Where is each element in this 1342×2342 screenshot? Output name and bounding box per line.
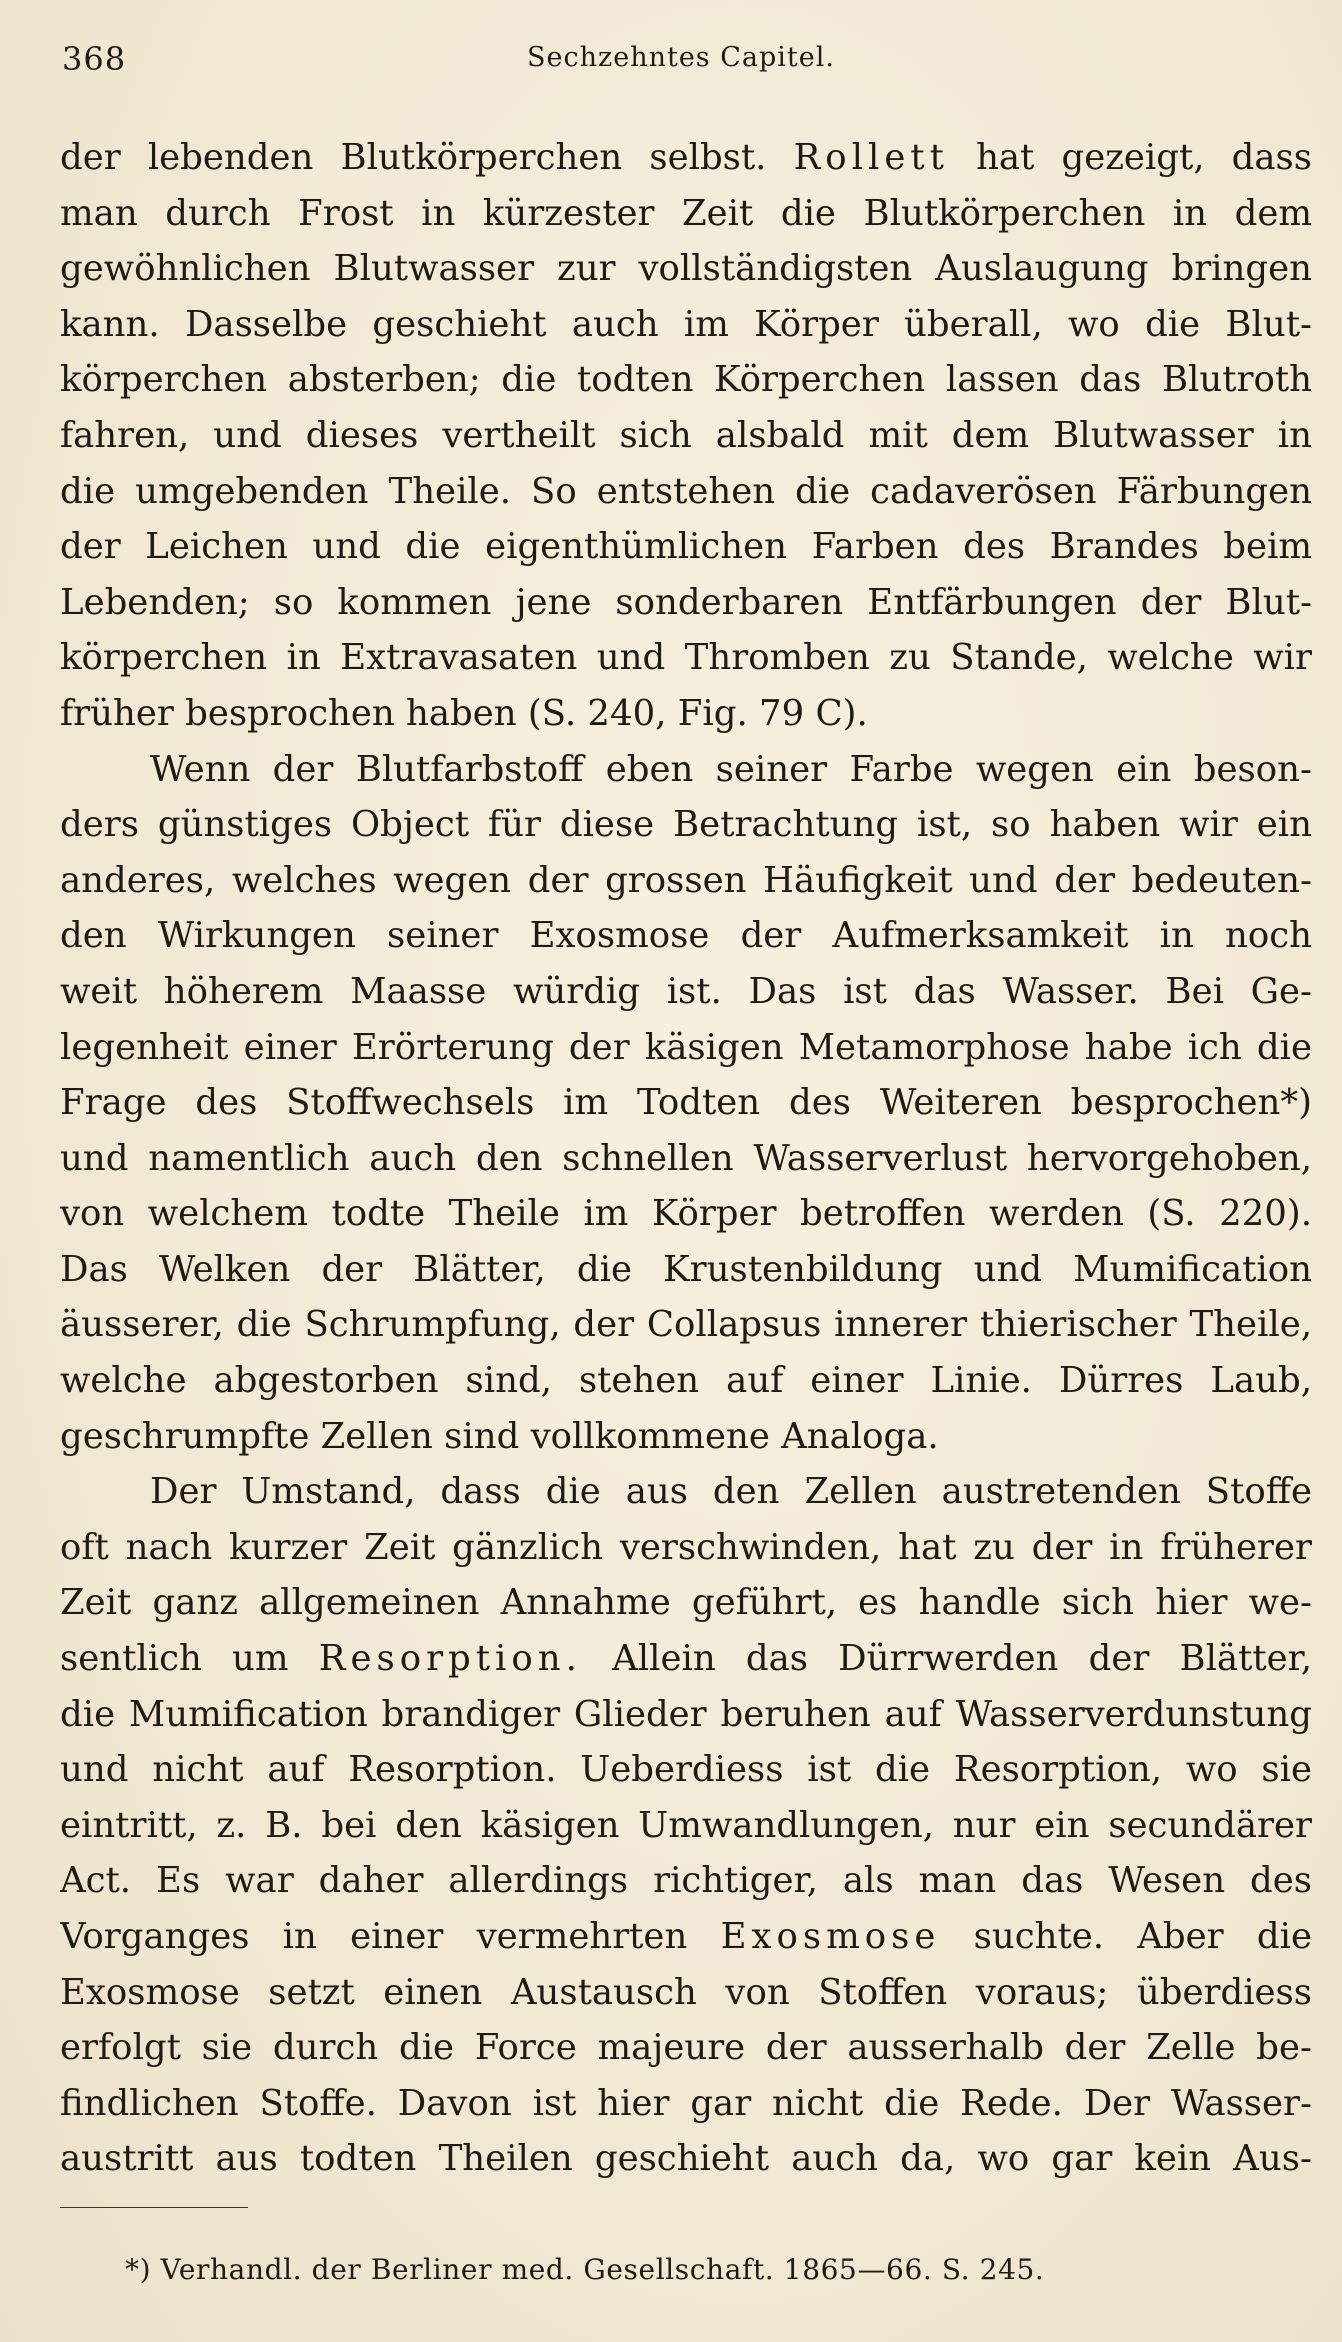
text-line: Act. Es war daher allerdings richtiger, als man das Wesen des (60, 1860, 1312, 1902)
text-line: äusserer, die Schrumpfung, der Collapsus innerer thierischer Theile, (60, 1304, 1312, 1346)
running-head: Sechzehntes Capitel. (527, 42, 835, 73)
text-line: oft nach kurzer Zeit gänzlich verschwinden, hat zu der in früherer (60, 1526, 1312, 1568)
text-line: anderes, welches wegen der grossen Häufigkeit und der bedeuten- (60, 859, 1312, 901)
paragraph-start-line: Der Umstand, dass die aus den Zellen austretenden Stoffe (150, 1471, 1312, 1513)
spaced-word-resorption: Resorption. (318, 1638, 582, 1680)
footnote: *) Verhandl. der Berliner med. Gesellschaft. 1865—66. S. 245. (125, 2253, 1045, 2286)
text-line: Lebenden; so kommen jene sonderbaren Entfärbungen der Blut- (60, 581, 1312, 623)
page-header (62, 40, 1312, 84)
text-line: und namentlich auch den schnellen Wasserverlust hervorgehoben, (60, 1137, 1312, 1179)
text-line: und nicht auf Resorption. Ueberdiess ist die Resorption, wo sie (60, 1749, 1312, 1791)
text-line: austritt aus todten Theilen geschieht auch da, wo gar kein Aus- (60, 2138, 1312, 2180)
text-line: fahren, und dieses vertheilt sich alsbald mit dem Blutwasser in (60, 414, 1312, 456)
text-line: eintritt, z. B. bei den käsigen Umwandlungen, nur ein secundärer (60, 1804, 1312, 1846)
text-line: der lebenden Blutkörperchen selbst. Rollett hat gezeigt, dass (60, 137, 1312, 178)
page-number: 368 (62, 40, 127, 78)
text-line: Das Welken der Blätter, die Krustenbildung und Mumification (60, 1248, 1312, 1290)
text-line: der Leichen und die eigenthümlichen Farben des Brandes beim (60, 526, 1312, 568)
text-line: körperchen in Extravasaten und Thromben zu Stande, welche wir (60, 637, 1312, 679)
spaced-word-exosmose: Exosmose (720, 1916, 941, 1957)
text-line: gewöhnlichen Blutwasser zur vollständigsten Auslaugung bringen (60, 248, 1312, 290)
paragraph-end-line: früher besprochen haben (S. 240, Fig. 79 C). (60, 692, 868, 734)
text-line: sentlich um Resorption. Allein das Dürrwerden der Blätter, (60, 1638, 1312, 1680)
text-line: Zeit ganz allgemeinen Annahme geführt, es handle sich hier we- (60, 1582, 1312, 1624)
paragraph-end-line: geschrumpfte Zellen sind vollkommene Analoga. (60, 1415, 939, 1457)
text-line: den Wirkungen seiner Exosmose der Aufmerksamkeit in noch (60, 915, 1312, 957)
paragraph-start-line: Wenn der Blutfarbstoff eben seiner Farbe wegen ein beson- (150, 748, 1312, 790)
text-line: weit höherem Maasse würdig ist. Das ist das Wasser. Bei Ge- (60, 970, 1312, 1012)
text-line: von welchem todte Theile im Körper betroffen werden (S. 220). (60, 1193, 1312, 1235)
text-line: kann. Dasselbe geschieht auch im Körper überall, wo die Blut- (60, 303, 1312, 345)
text-line: körperchen absterben; die todten Körperchen lassen das Blutroth (60, 359, 1312, 401)
text-line: legenheit einer Erörterung der käsigen Metamorphose habe ich die (60, 1026, 1312, 1068)
text-line: die Mumification brandiger Glieder beruhen auf Wasserverdunstung (60, 1693, 1312, 1735)
footnote-divider (60, 2207, 248, 2208)
body-text (60, 130, 1312, 2187)
text-line: Exosmose setzt einen Austausch von Stoffen voraus; überdiess (60, 1971, 1312, 2013)
text-line: die umgebenden Theile. So entstehen die cadaverösen Färbungen (60, 470, 1312, 512)
spaced-name-rollett: Rollett (793, 137, 949, 178)
text-line: man durch Frost in kürzester Zeit die Blutkörperchen in dem (60, 192, 1312, 234)
text-line: ders günstiges Object für diese Betrachtung ist, so haben wir ein (60, 804, 1312, 846)
text-line: findlichen Stoffe. Davon ist hier gar nicht die Rede. Der Wasser- (60, 2082, 1312, 2124)
text-line: erfolgt sie durch die Force majeure der ausserhalb der Zelle be- (60, 2027, 1312, 2069)
text-line: Vorganges in einer vermehrten Exosmose suchte. Aber die (60, 1916, 1312, 1957)
text-line: welche abgestorben sind, stehen auf einer Linie. Dürres Laub, (60, 1360, 1312, 1402)
text-line: Frage des Stoffwechsels im Todten des Weiteren besprochen*) (60, 1082, 1312, 1124)
